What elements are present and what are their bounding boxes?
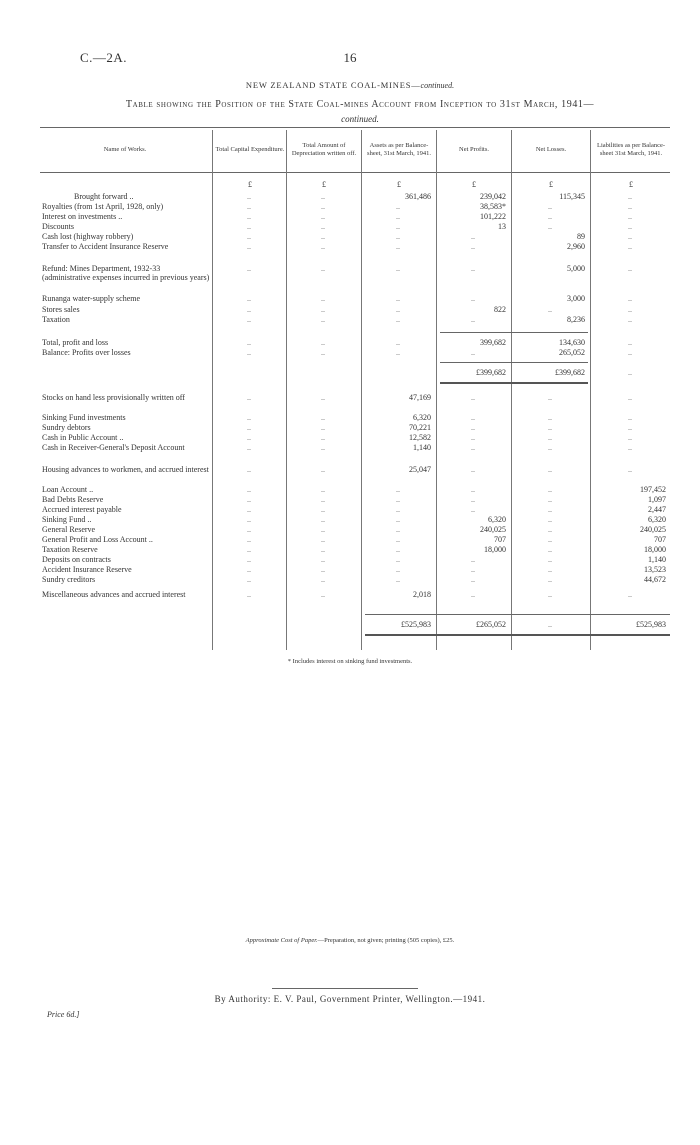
row-label: Interest on investments .. [42, 212, 123, 221]
table-cell: .. [247, 495, 251, 504]
table-cell: .. [548, 413, 552, 422]
row-label: Miscellaneous advances and accrued interest [42, 590, 186, 599]
table-cell: .. [628, 305, 632, 314]
row-label: Taxation Reserve [42, 545, 98, 554]
row-label: Cash in Receiver-General's Deposit Account [42, 443, 185, 452]
table-cell: .. [321, 242, 325, 251]
table-cell: .. [548, 590, 552, 599]
table-cell: 361,486 [405, 192, 431, 201]
table-cell: .. [396, 294, 400, 303]
table-cell: 44,672 [644, 575, 666, 584]
table-cell: .. [396, 264, 400, 273]
table-cell: .. [548, 545, 552, 554]
row-label: Sundry creditors [42, 575, 96, 584]
row-label: Sinking Fund investments [42, 413, 126, 422]
row-label: Housing advances to workmen, and accrued interest [42, 465, 209, 474]
table-cell: .. [548, 525, 552, 534]
table-cell: .. [471, 232, 475, 241]
table-cell: 6,320 [648, 515, 666, 524]
table-cell: .. [247, 393, 251, 402]
table-cell: .. [396, 545, 400, 554]
table-cell: 240,025 [480, 525, 506, 534]
column-header-depreciation: Total Amount of Depreciation written off. [291, 142, 357, 157]
row-label: Accident Insurance Reserve [42, 565, 132, 574]
table-cell: .. [548, 465, 552, 474]
column-divider [436, 130, 437, 650]
table-cell: 134,630 [559, 338, 585, 347]
table-cell: 1,140 [413, 443, 431, 452]
table-cell: .. [471, 242, 475, 251]
table-cell: .. [247, 423, 251, 432]
table-cell: £399,682 [555, 368, 585, 377]
table-cell: .. [321, 423, 325, 432]
column-header-capital: Total Capital Expenditure. [215, 146, 285, 153]
table-cell: .. [321, 525, 325, 534]
table-cell: .. [471, 575, 475, 584]
table-cell: .. [548, 433, 552, 442]
table-cell: .. [247, 535, 251, 544]
table-cell: .. [548, 212, 552, 221]
table-cell: .. [628, 242, 632, 251]
grand-total-rule [365, 614, 670, 615]
column-header-liabilities: Liabilities as per Balance-sheet 31st March, 1941. [596, 142, 666, 157]
table-cell: .. [247, 192, 251, 201]
table-cell: .. [548, 222, 552, 231]
table-cell: .. [396, 242, 400, 251]
table-cell: .. [628, 393, 632, 402]
table-cell: .. [247, 505, 251, 514]
table-cell: .. [321, 222, 325, 231]
column-header-losses: Net Losses. [535, 146, 567, 153]
table-cell: .. [247, 485, 251, 494]
table-cell: 822 [494, 305, 506, 314]
table-cell: .. [548, 535, 552, 544]
table-cell: .. [321, 495, 325, 504]
table-cell: .. [396, 485, 400, 494]
table-cell: £399,682 [476, 368, 506, 377]
currency-mark: £ [629, 180, 633, 189]
grand-total-double-rule [365, 634, 670, 636]
table-cell: .. [548, 565, 552, 574]
table-cell: 89 [577, 232, 585, 241]
table-cell: 239,042 [480, 192, 506, 201]
row-label: Discounts [42, 222, 74, 231]
table-cell: .. [471, 423, 475, 432]
table-cell: .. [548, 443, 552, 452]
table-cell: .. [628, 423, 632, 432]
table-cell: .. [247, 212, 251, 221]
table-cell: .. [548, 515, 552, 524]
table-cell: .. [247, 565, 251, 574]
table-cell: .. [247, 433, 251, 442]
report-title: NEW ZEALAND STATE COAL-MINES—continued. [245, 80, 455, 90]
table-cell: .. [247, 232, 251, 241]
table-cell: 2,960 [567, 242, 585, 251]
row-label: Loan Account .. [42, 485, 94, 494]
table-cell: .. [548, 423, 552, 432]
table-cell: 707 [654, 535, 666, 544]
table-cell: 2,447 [648, 505, 666, 514]
table-cell: .. [321, 413, 325, 422]
table-cell: .. [247, 545, 251, 554]
table-cell: .. [247, 338, 251, 347]
table-cell: .. [247, 242, 251, 251]
table-cell: .. [321, 212, 325, 221]
table-cell: .. [628, 348, 632, 357]
table-cell: .. [396, 495, 400, 504]
table-cell: .. [247, 590, 251, 599]
table-cell: .. [628, 264, 632, 273]
table-cell: .. [396, 555, 400, 564]
table-cell: 1,140 [648, 555, 666, 564]
table-cell: .. [321, 192, 325, 201]
column-divider [212, 130, 213, 650]
table-cell: .. [321, 443, 325, 452]
table-cell: .. [396, 315, 400, 324]
table-cell: .. [321, 232, 325, 241]
table-cell: .. [321, 315, 325, 324]
row-label: Deposits on contracts [42, 555, 111, 564]
currency-mark: £ [397, 180, 401, 189]
table-cell: .. [321, 305, 325, 314]
table-cell: .. [247, 222, 251, 231]
document-reference: C.—2A. [80, 50, 128, 65]
table-cell: .. [548, 393, 552, 402]
table-cell: .. [247, 555, 251, 564]
column-divider [511, 130, 512, 650]
table-cell: .. [548, 202, 552, 211]
table-cell: .. [471, 348, 475, 357]
table-cell: 101,222 [480, 212, 506, 221]
row-label: Transfer to Accident Insurance Reserve [42, 242, 169, 251]
table-cell: .. [628, 202, 632, 211]
table-cell: .. [321, 348, 325, 357]
table-cell: .. [321, 565, 325, 574]
table-cell: 115,345 [559, 192, 585, 201]
table-cell: .. [548, 495, 552, 504]
row-label: Cash lost (highway robbery) [42, 232, 134, 241]
table-cell: .. [247, 264, 251, 273]
table-cell: .. [247, 443, 251, 452]
table-cell: .. [321, 338, 325, 347]
page-number: 16 [343, 50, 357, 65]
currency-mark: £ [549, 180, 553, 189]
table-cell: .. [396, 535, 400, 544]
table-cell: .. [247, 294, 251, 303]
header-bottom-rule [40, 172, 670, 173]
column-divider [286, 130, 287, 650]
table-cell: .. [548, 485, 552, 494]
table-cell: .. [471, 433, 475, 442]
row-label: Bad Debts Reserve [42, 495, 104, 504]
table-cell: .. [396, 515, 400, 524]
table-cell: .. [321, 393, 325, 402]
printer-authority: By Authority: E. V. Paul, Government Printer, Wellington.—1941. [214, 994, 486, 1004]
table-cell: .. [471, 485, 475, 494]
table-cell: .. [396, 525, 400, 534]
table-title: Table showing the Position of the State Coal-mines Account from Inception to 31st March, 1941— continued. [125, 99, 595, 124]
table-cell: .. [628, 413, 632, 422]
footer-rule [272, 988, 418, 989]
column-divider [590, 130, 591, 650]
table-cell: .. [321, 535, 325, 544]
table-cell: .. [321, 505, 325, 514]
table-cell: 47,169 [409, 393, 431, 402]
row-label: Balance: Profits over losses [42, 348, 131, 357]
row-label: Stores sales [42, 305, 80, 314]
table-cell: .. [247, 413, 251, 422]
table-cell: £525,983 [401, 620, 431, 629]
row-label: Accrued interest payable [42, 505, 122, 514]
table-cell: .. [628, 192, 632, 201]
total-double-rule [440, 382, 588, 384]
table-cell: .. [471, 315, 475, 324]
column-divider [361, 130, 362, 650]
column-header-name: Name of Works. [103, 146, 147, 153]
table-cell: .. [396, 202, 400, 211]
table-cell: 8,236 [567, 315, 585, 324]
table-cell: .. [471, 294, 475, 303]
table-cell: 240,025 [640, 525, 666, 534]
table-cell: 6,320 [488, 515, 506, 524]
table-cell: £525,983 [636, 620, 666, 629]
table-cell: .. [628, 368, 632, 377]
table-cell: .. [471, 590, 475, 599]
row-label: Sundry debtors [42, 423, 91, 432]
table-cell: 265,052 [559, 348, 585, 357]
table-cell: .. [247, 315, 251, 324]
table-cell: 3,000 [567, 294, 585, 303]
table-cell: .. [628, 465, 632, 474]
row-label: Stocks on hand less provisionally written off [42, 393, 185, 402]
table-cell: 18,000 [644, 545, 666, 554]
table-cell: £265,052 [476, 620, 506, 629]
table-cell: .. [628, 338, 632, 347]
table-cell: 38,583* [480, 202, 506, 211]
row-label: Taxation [42, 315, 70, 324]
table-top-rule [40, 127, 670, 128]
row-label: Cash in Public Account .. [42, 433, 124, 442]
table-cell: 18,000 [484, 545, 506, 554]
table-cell: .. [628, 315, 632, 324]
table-cell: .. [548, 555, 552, 564]
table-cell: .. [396, 338, 400, 347]
table-cell: .. [628, 232, 632, 241]
table-cell: 6,320 [413, 413, 431, 422]
table-cell: .. [396, 565, 400, 574]
row-label: Refund: Mines Department, 1932-33 (administrative expenses incurred in previous years) [42, 264, 210, 282]
table-cell: .. [321, 202, 325, 211]
table-cell: .. [471, 555, 475, 564]
table-cell: .. [396, 575, 400, 584]
table-cell: .. [628, 222, 632, 231]
table-cell: .. [396, 212, 400, 221]
currency-mark: £ [472, 180, 476, 189]
table-cell: .. [471, 264, 475, 273]
table-cell: 707 [494, 535, 506, 544]
table-cell: .. [548, 505, 552, 514]
column-header-profits: Net Profits. [459, 146, 489, 153]
table-cell: .. [247, 575, 251, 584]
table-cell: .. [548, 305, 552, 314]
row-label: Sinking Fund .. [42, 515, 92, 524]
table-cell: 13,523 [644, 565, 666, 574]
table-cell: .. [321, 575, 325, 584]
table-cell: .. [396, 505, 400, 514]
table-cell: .. [321, 433, 325, 442]
table-cell: .. [321, 264, 325, 273]
table-cell: 2,018 [413, 590, 431, 599]
table-cell: .. [628, 433, 632, 442]
table-cell: .. [321, 515, 325, 524]
row-label: Brought forward .. [74, 192, 134, 201]
table-cell: .. [321, 590, 325, 599]
row-label: Total, profit and loss [42, 338, 109, 347]
table-cell: .. [247, 515, 251, 524]
table-cell: .. [628, 294, 632, 303]
table-cell: .. [471, 413, 475, 422]
currency-mark: £ [322, 180, 326, 189]
table-cell: .. [628, 443, 632, 452]
approximate-cost: Approximate Cost of Paper.—Preparation, not given; printing (505 copies), £25. [245, 937, 455, 944]
table-cell: 1,097 [648, 495, 666, 504]
table-cell: .. [628, 590, 632, 599]
table-cell: .. [471, 443, 475, 452]
table-cell: .. [247, 525, 251, 534]
table-cell: 13 [498, 222, 506, 231]
currency-mark: £ [248, 180, 252, 189]
table-cell: 70,221 [409, 423, 431, 432]
table-cell: .. [247, 202, 251, 211]
table-cell: 12,582 [409, 433, 431, 442]
row-label: Runanga water-supply scheme [42, 294, 141, 303]
table-cell: 25,047 [409, 465, 431, 474]
table-cell: .. [321, 545, 325, 554]
table-cell: 197,452 [640, 485, 666, 494]
table-cell: .. [247, 465, 251, 474]
table-cell: .. [396, 222, 400, 231]
table-cell: .. [321, 555, 325, 564]
table-cell: .. [471, 565, 475, 574]
table-cell: .. [471, 495, 475, 504]
table-cell: .. [471, 393, 475, 402]
row-label: General Profit and Loss Account .. [42, 535, 153, 544]
price: Price 6d.] [47, 1010, 80, 1019]
table-cell: .. [396, 232, 400, 241]
column-header-assets: Assets as per Balance-sheet, 31st March, 1941. [367, 142, 431, 157]
table-cell: 399,682 [480, 338, 506, 347]
table-cell: .. [548, 575, 552, 584]
table-cell: .. [247, 305, 251, 314]
subtotal-rule [440, 332, 588, 333]
table-cell: .. [396, 305, 400, 314]
table-cell: .. [321, 485, 325, 494]
table-cell: .. [321, 465, 325, 474]
table-cell: .. [321, 294, 325, 303]
row-label: Royalties (from 1st April, 1928, only) [42, 202, 164, 211]
row-label: General Reserve [42, 525, 96, 534]
footnote: * Includes interest on sinking fund investments. [287, 658, 413, 665]
table-cell: .. [628, 212, 632, 221]
table-cell: .. [471, 505, 475, 514]
table-cell: 5,000 [567, 264, 585, 273]
total-rule [440, 362, 588, 363]
table-cell: .. [396, 348, 400, 357]
table-cell: .. [471, 465, 475, 474]
table-cell: .. [548, 620, 552, 629]
table-cell: .. [247, 348, 251, 357]
